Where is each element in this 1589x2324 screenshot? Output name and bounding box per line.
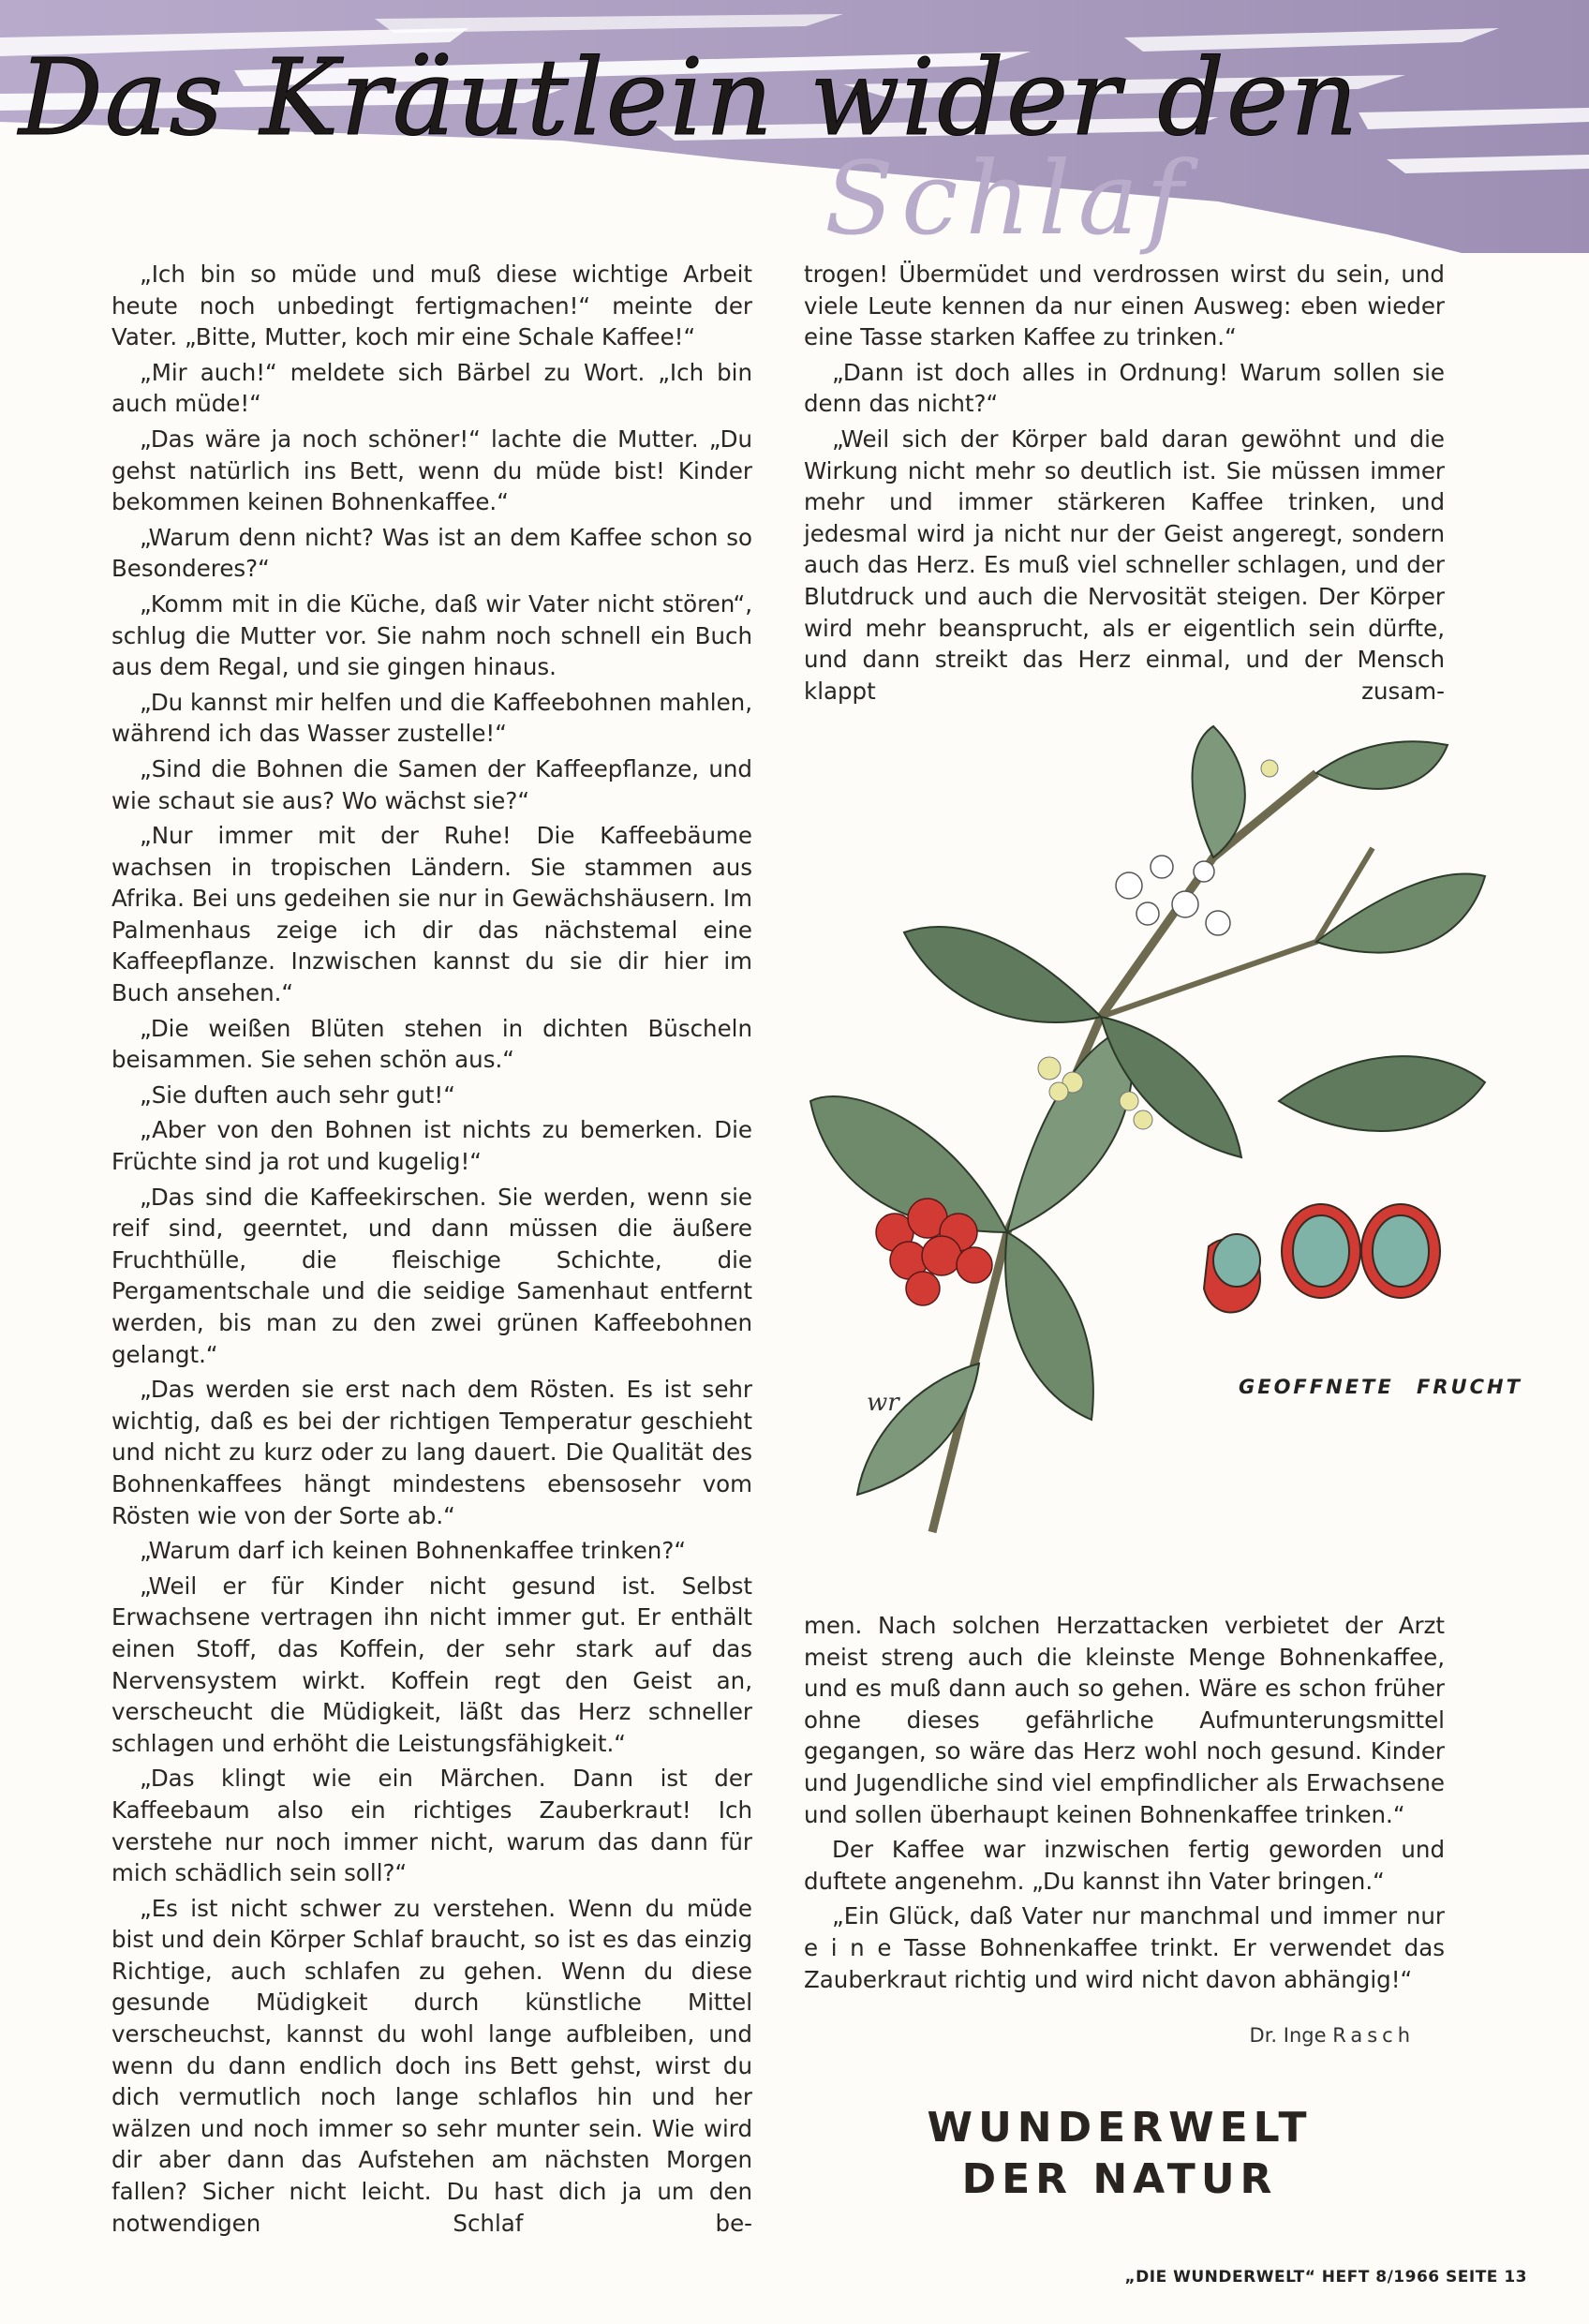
paragraph: „Das wäre ja noch schöner!“ lachte die Mutter. „Du gehst natürlich ins Bett, wenn du müde bist! Kinder bekommen keinen Bohnenkaffee.“ bbox=[111, 425, 752, 516]
paragraph: „Es ist nicht schwer zu verstehen. Wenn du müde bist und dein Körper Schlaf braucht, so ist es das einzig Richtige, auch schlafen zu gehen. Wenn du diese gesunde Müdigkeit durch künstliche Mittel verscheuchst, kannst du wohl lange aufbleiben, und wenn du dann endlich doch ins Bett gehst, wirst du dich vermutlich noch lange schlaflos hin und her wälzen und noch immer so sehr munter sein. Wie wird dir aber dann das Aufstehen am nächsten Morgen fallen? Sicher nicht leicht. Du hast dich ja um den notwendigen Schlaf be- bbox=[111, 1894, 752, 2237]
paragraph: „Du kannst mir helfen und die Kaffeebohnen mahlen, während ich das Wasser zustelle!“ bbox=[111, 688, 752, 748]
author-surname: Rasch bbox=[1332, 2024, 1415, 2047]
paragraph: „Mir auch!“ meldete sich Bärbel zu Wort. „Ich bin auch müde!“ bbox=[111, 358, 752, 418]
artist-signature: wr bbox=[867, 1389, 899, 1417]
paragraph: „Die weißen Blüten stehen in dichten Büscheln beisammen. Sie sehen schön aus.“ bbox=[111, 1014, 752, 1074]
paragraph: „Aber von den Bohnen ist nichts zu bemerken. Die Früchte sind ja rot und kugelig!“ bbox=[111, 1116, 752, 1176]
paragraph: „Das sind die Kaffeekirschen. Sie werden, wenn sie reif sind, geerntet, und dann müssen die äußere Fruchthülle, die fleischige Schichte, die Pergamentschale und die seidige Samenhaut entfernt werden, bis man zu den zwei grünen Kaffeebohnen gelangt.“ bbox=[111, 1183, 752, 1368]
paragraph: „Ich bin so müde und muß diese wichtige Arbeit heute noch unbedingt fertigmachen!“ meinte der Vater. „Bitte, Mutter, koch mir eine Schale Kaffee!“ bbox=[111, 261, 752, 351]
page-footer: „DIE WUNDERWELT“ HEFT 8/1966 SEITE 13 bbox=[1124, 2268, 1527, 2287]
author-prefix: Dr. Inge bbox=[1249, 2024, 1327, 2047]
paragraph: „Weil sich der Körper bald daran gewöhnt und die Wirkung nicht mehr so deutlich ist. Sie müssen immer mehr und immer stärkeren Kaffee trinken, und jedesmal wird ja nicht nur der Geist angeregt, sondern auch das Herz. Es muß viel schneller schlagen, und der Blutdruck und auch die Nervosität steigen. Der Körper wird mehr beansprucht, als er eigentlich sein dürfte, und dann streikt das Herz einmal, und der Mensch klappt zusam- bbox=[804, 425, 1445, 705]
article-left-column bbox=[111, 259, 752, 2242]
section-brand-line2: DER NATUR bbox=[961, 2155, 1278, 2203]
article-right-column-top bbox=[804, 259, 1445, 710]
paragraph: men. Nach solchen Herzattacken verbietet der Arzt meist streng auch die kleinste Menge Bohnenkaffee, und es muß dann auch so gehen. Wäre es schon früher ohne dieses gefährliche Aufmunterungsmittel gegangen, so wäre das Herz wohl noch gesund. Kinder und Jugendliche sind viel empfindlicher als Erwachsene und sollen überhaupt keinen Bohnenkaffee trinken.“ bbox=[804, 1612, 1445, 1828]
paragraph: „Das klingt wie ein Märchen. Dann ist der Kaffeebaum also ein richtiges Zauberkraut! Ich verstehe nur noch immer nicht, warum das dann für mich schädlich sein soll?“ bbox=[111, 1765, 752, 1887]
fruit-caption: GEOFFNETE FRUCHT bbox=[1239, 1376, 1522, 1398]
paragraph: „Sie duften auch sehr gut!“ bbox=[140, 1080, 455, 1109]
page-title-second-line: Schlaf bbox=[824, 141, 1191, 258]
author-byline bbox=[1250, 2024, 1415, 2047]
paragraph: „Dann ist doch alles in Ordnung! Warum sollen sie denn das nicht?“ bbox=[804, 358, 1445, 418]
paragraph: „Komm mit in die Küche, daß wir Vater nicht stören“, schlug die Mutter vor. Sie nahm noch schnell ein Buch aus dem Regal, und sie gingen hinaus. bbox=[111, 589, 752, 681]
paragraph: „Nur immer mit der Ruhe! Die Kaffeebäume wachsen in tropischen Ländern. Sie stammen aus Afrika. Bei uns gedeihen sie nur in Gewächshäusern. Im Palmenhaus zeige ich dir das nächstemal eine Kaffeepflanze. Inzwischen kannst du sie dir hier im Buch ansehen.“ bbox=[111, 822, 752, 1007]
paragraph: „Das werden sie erst nach dem Rösten. Es ist sehr wichtig, daß es bei der richtigen Temperatur geschieht und nicht zu kurz oder zu lang dauert. Die Qualität des Bohnenkaffees hängt mindestens ebensosehr vom Rösten wie von der Sorte ab.“ bbox=[111, 1376, 752, 1529]
section-brand-line1: WUNDERWELT bbox=[927, 2104, 1313, 2152]
paragraph: „Weil er für Kinder nicht gesund ist. Selbst Erwachsene vertragen ihn nicht immer gut. Er enthält einen Stoff, das Koffein, der sehr stark auf das Nervensystem wirkt. Koffein regt den Geist an, verscheucht die Müdigkeit, läßt das Herz schneller schlagen und erhöht die Leistungsfähigkeit.“ bbox=[111, 1572, 752, 1757]
paragraph: Der Kaffee war inzwischen fertig geworden und duftete angenehm. „Du kannst ihn Vater bringen.“ bbox=[804, 1836, 1445, 1895]
paragraph: „Ein Glück, daß Vater nur manchmal und immer nur e i n e Tasse Bohnenkaffee trinkt. Er verwendet das Zauberkraut richtig und wird nicht davon abhängig!“ bbox=[804, 1902, 1445, 1993]
paragraph: „Warum denn nicht? Was ist an dem Kaffee schon so Besonderes?“ bbox=[111, 523, 752, 583]
paragraph: „Warum darf ich keinen Bohnenkaffee trinken?“ bbox=[140, 1537, 687, 1565]
paragraph: „Sind die Bohnen die Samen der Kaffeepflanze, und wie schaut sie aus? Wo wächst sie?“ bbox=[111, 754, 752, 814]
paragraph: trogen! Übermüdet und verdrossen wirst du sein, und viele Leute kennen da nur einen Ausweg: eben wieder eine Tasse starken Kaffee zu trinken.“ bbox=[804, 261, 1445, 351]
coffee-plant-illustration bbox=[792, 708, 1504, 1570]
opened-fruit bbox=[1204, 1204, 1440, 1312]
article-right-column-bottom bbox=[804, 1610, 1445, 1999]
page-title: Das Kräutlein wider den bbox=[19, 37, 1360, 159]
